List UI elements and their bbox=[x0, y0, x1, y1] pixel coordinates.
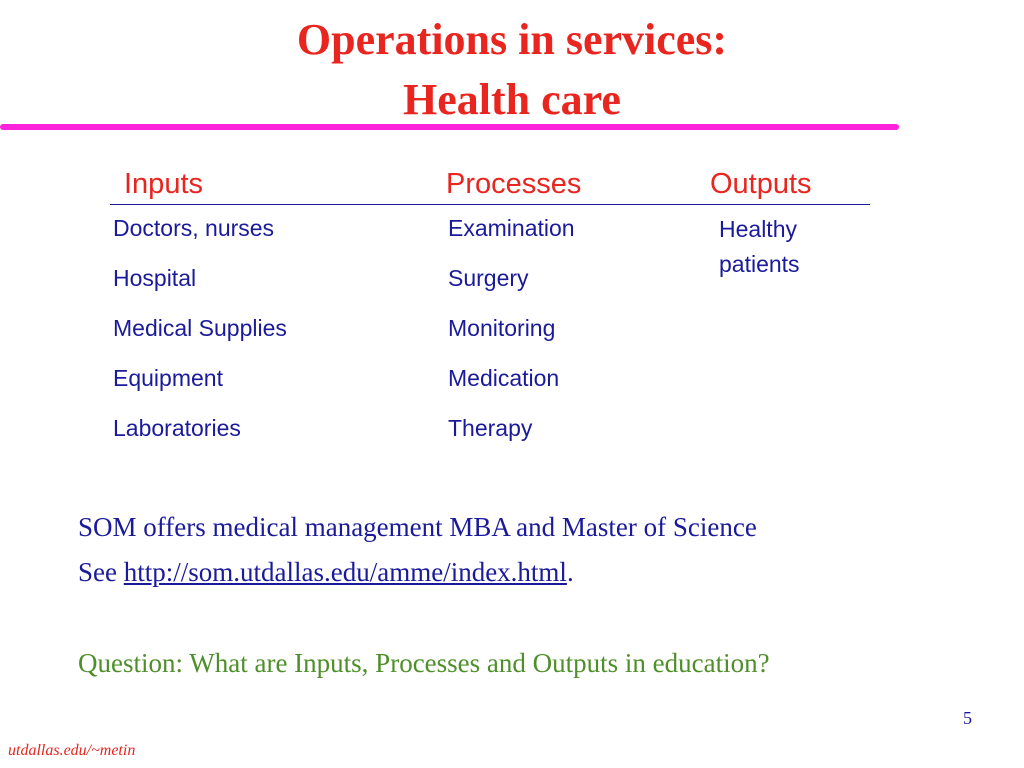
inputs-list-item: Equipment bbox=[113, 365, 223, 391]
processes-header: Processes bbox=[446, 168, 582, 200]
processes-list-item: Surgery bbox=[448, 265, 529, 291]
footer-url: utdallas.edu/~metin bbox=[8, 742, 136, 759]
processes-list-item: Therapy bbox=[448, 415, 533, 441]
see-link-line bbox=[78, 555, 574, 589]
processes-list-item: Examination bbox=[448, 215, 575, 241]
see-suffix: . bbox=[566, 557, 574, 587]
inputs-list-item: Doctors, nurses bbox=[113, 215, 275, 241]
title-divider bbox=[0, 124, 899, 130]
see-prefix: See bbox=[78, 557, 124, 587]
inputs-list-item: Medical Supplies bbox=[113, 315, 287, 341]
slide-title-line-2: Health care bbox=[403, 75, 621, 124]
processes-list-item: Monitoring bbox=[448, 315, 556, 341]
header-divider bbox=[110, 204, 870, 205]
page-number: 5 bbox=[963, 708, 972, 728]
inputs-list bbox=[113, 212, 287, 462]
amme-link[interactable]: http://som.utdallas.edu/amme/index.html bbox=[123, 557, 567, 587]
slide-title-line-1: Operations in services: bbox=[296, 15, 728, 64]
inputs-list-item: Hospital bbox=[113, 265, 197, 291]
question-text: Question: What are Inputs, Processes and Outputs in education? bbox=[78, 648, 770, 678]
outputs-header: Outputs bbox=[710, 168, 812, 200]
som-offer-text: SOM offers medical management MBA and Master of Science bbox=[78, 512, 757, 542]
inputs-header: Inputs bbox=[124, 168, 203, 200]
processes-list bbox=[448, 212, 575, 462]
outputs-text: Healthy patients bbox=[719, 216, 800, 277]
processes-list-item: Medication bbox=[448, 365, 560, 391]
inputs-list-item: Laboratories bbox=[113, 415, 241, 441]
